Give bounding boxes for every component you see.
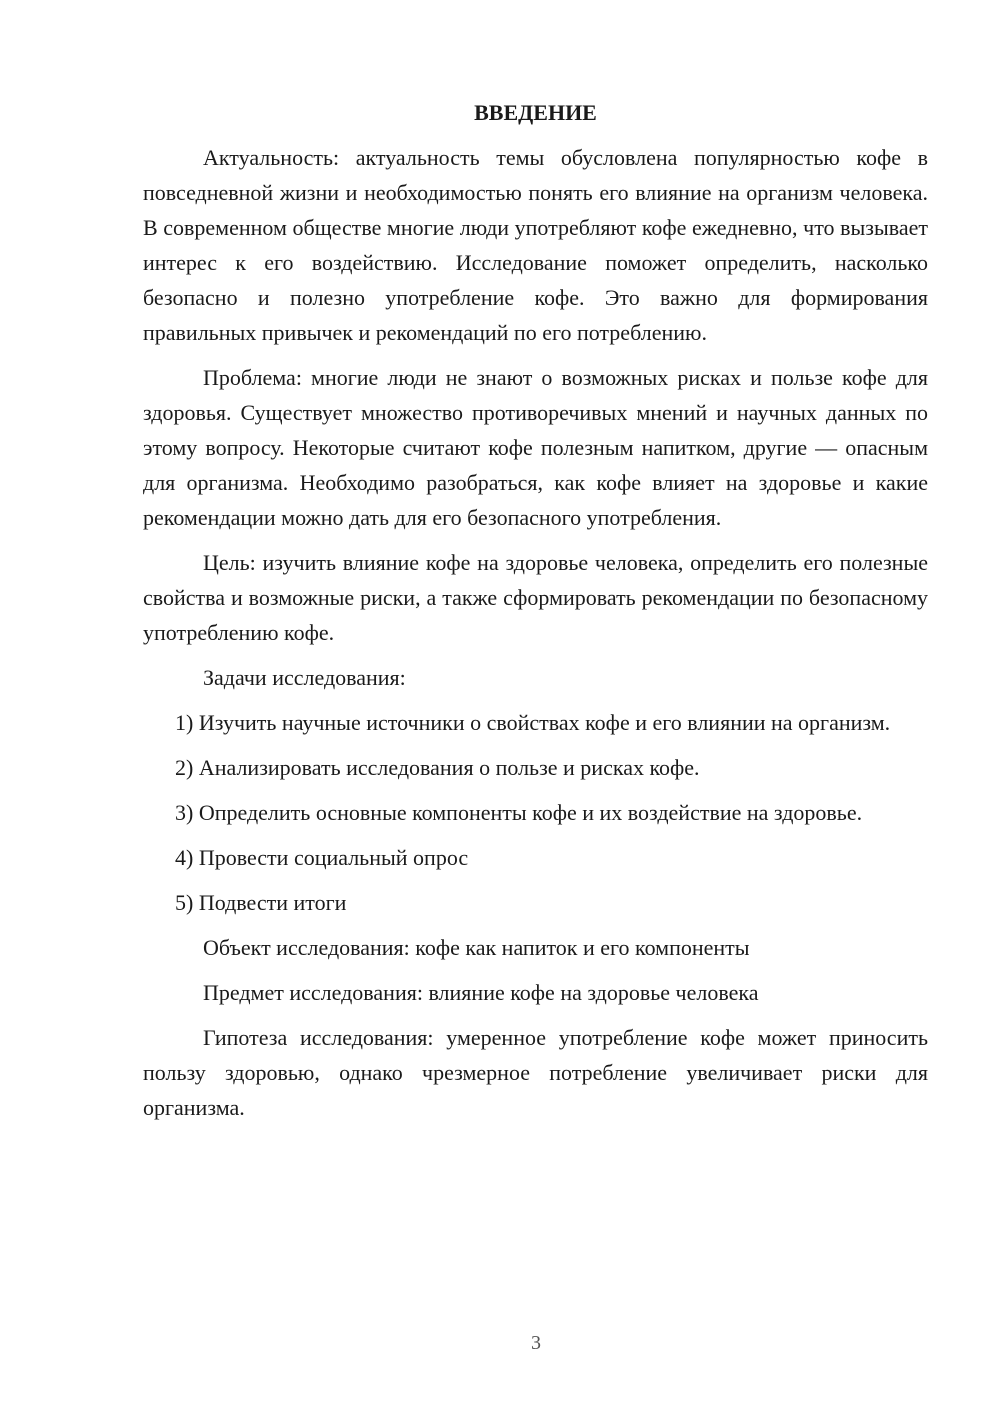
page-title: ВВЕДЕНИЕ	[474, 100, 597, 125]
document-body	[143, 95, 928, 1135]
task-item-1: 1) Изучить научные источники о свойствах кофе и его влиянии на организм.	[175, 710, 891, 735]
paragraph-object: Объект исследования: кофе как напиток и его компоненты	[203, 935, 750, 960]
paragraph-tasks-heading: Задачи исследования:	[203, 665, 406, 690]
paragraph-relevance: Актуальность: актуальность темы обусловлена популярностью кофе в повседневной жизни и необходимостью понять его влияние на организм человека. В современном обществе многие люди употребляют кофе ежедневно, что вызывает интерес к его воздействию. Исследование поможет определить, насколько безопасно и полезно употребление кофе. Это важно для формирования правильных привычек и рекомендаций по его потреблению.	[143, 145, 928, 345]
paragraph-goal: Цель: изучить влияние кофе на здоровье человека, определить его полезные свойства и возможные риски, а также сформировать рекомендации по безопасному употреблению кофе.	[143, 550, 928, 645]
paragraph-subject: Предмет исследования: влияние кофе на здоровье человека	[203, 980, 759, 1005]
task-item-3: 3) Определить основные компоненты кофе и их воздействие на здоровье.	[175, 800, 863, 825]
task-item-2: 2) Анализировать исследования о пользе и рисках кофе.	[175, 755, 700, 780]
page-number: 3	[531, 1332, 541, 1354]
task-item-5: 5) Подвести итоги	[175, 890, 347, 915]
task-item-4: 4) Провести социальный опрос	[175, 845, 469, 870]
paragraph-problem: Проблема: многие люди не знают о возможных рисках и пользе кофе для здоровья. Существует множество противоречивых мнений и научных данных по этому вопросу. Некоторые считают кофе полезным напитком, другие — опасным для организма. Необходимо разобраться, как кофе влияет на здоровье и какие рекомендации можно дать для его безопасного употребления.	[143, 365, 928, 530]
paragraph-hypothesis: Гипотеза исследования: умеренное употребление кофе может приносить пользу здоровью, однако чрезмерное потребление увеличивает риски для организма.	[143, 1025, 928, 1120]
